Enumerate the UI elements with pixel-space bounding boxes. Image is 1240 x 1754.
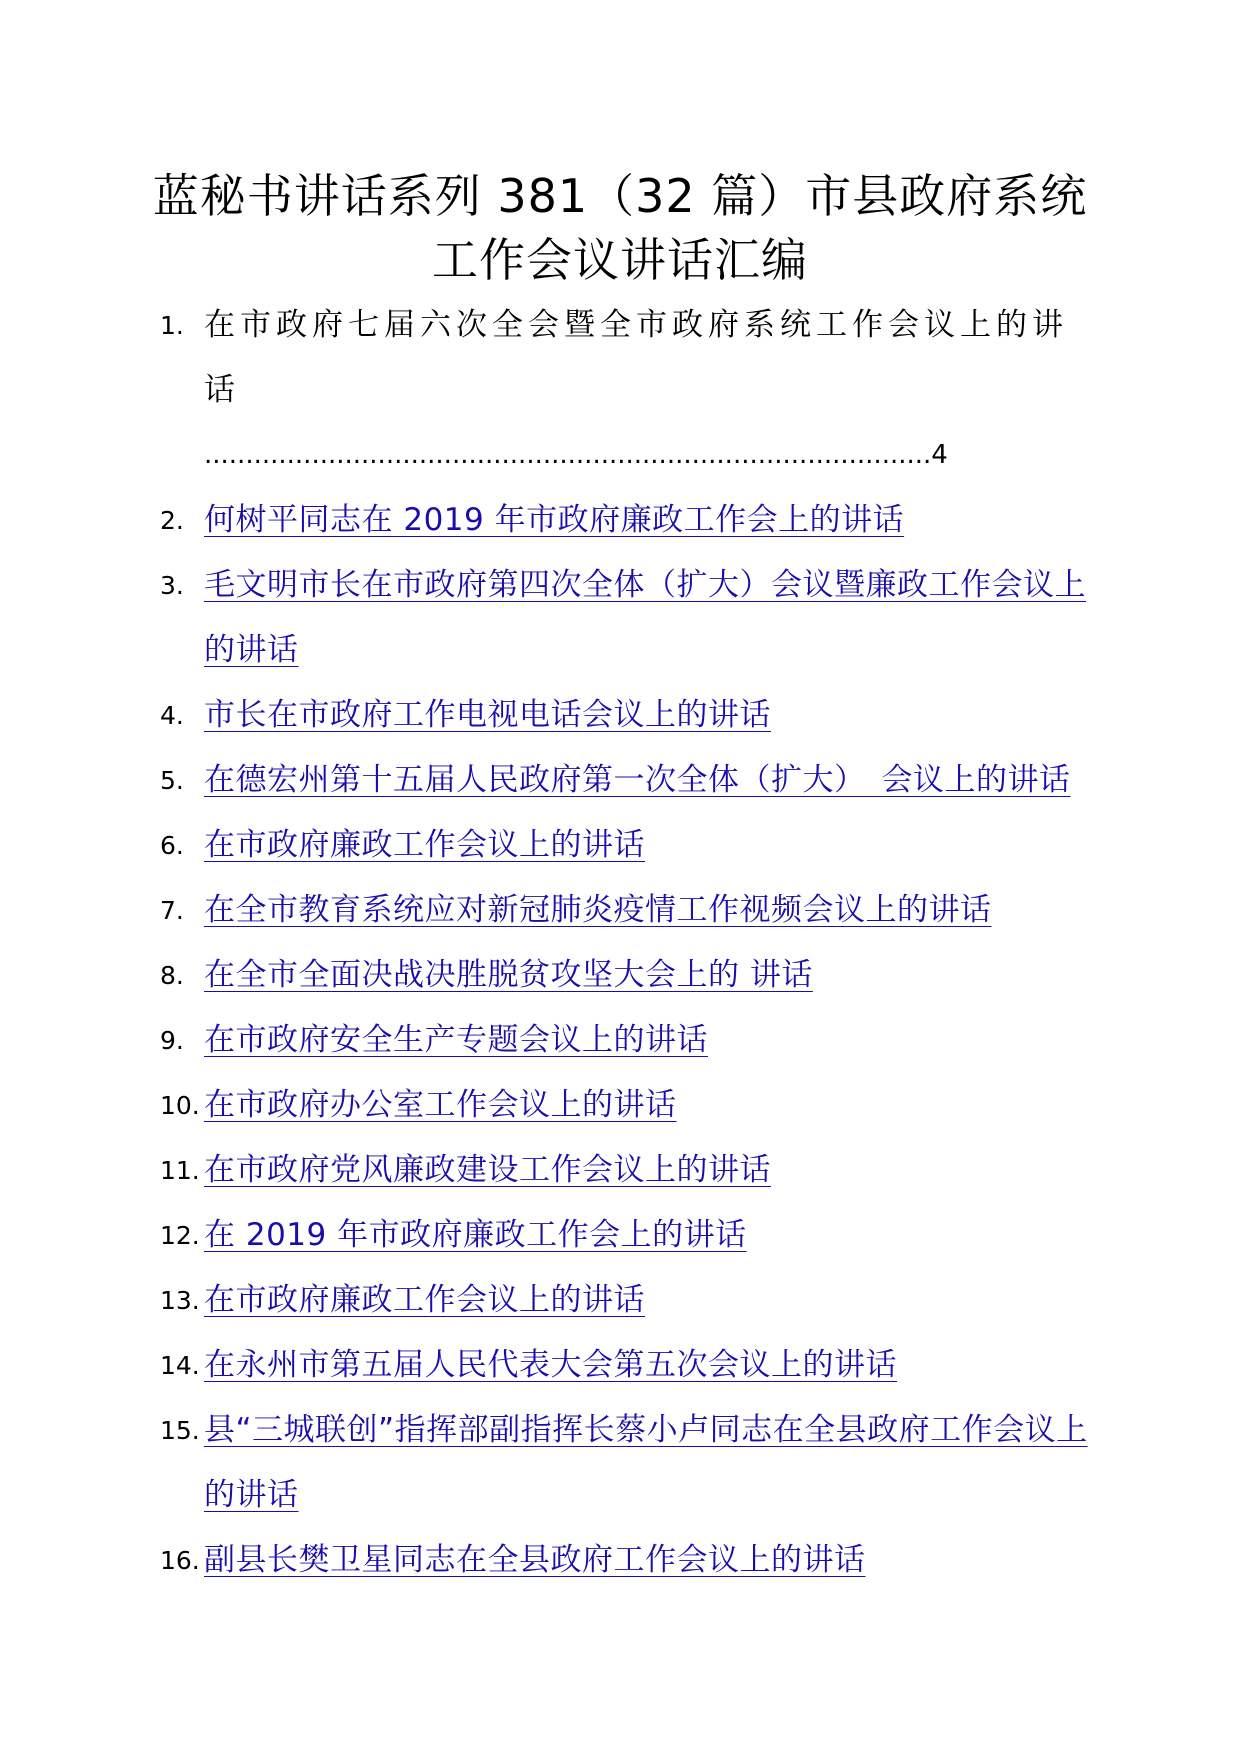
toc-item — [160, 683, 1100, 748]
toc-item-number: 13. — [160, 1286, 200, 1315]
toc-link[interactable]: 何树平同志在 2019 年市政府廉政工作会上的讲话 — [204, 502, 905, 538]
toc-item-number: 16. — [160, 1546, 200, 1575]
toc-link[interactable]: 在全市教育系统应对新冠肺炎疫情工作视频会议上的讲话 — [204, 892, 992, 928]
toc-item — [160, 1268, 1100, 1333]
toc-item — [160, 1528, 1100, 1593]
toc-item — [160, 553, 1100, 683]
toc-item-number: 9. — [160, 1026, 184, 1055]
toc-link[interactable]: 在市政府廉政工作会议上的讲话 — [204, 1282, 645, 1318]
toc-item — [160, 748, 1100, 813]
toc-item-number: 8. — [160, 961, 184, 990]
toc-link[interactable]: 县“三城联创”指挥部副指挥长蔡小卢同志在全县政府工作会议上的讲话 — [204, 1412, 1088, 1513]
toc-item-number: 4. — [160, 701, 184, 730]
toc-item-number: 10. — [160, 1091, 200, 1120]
toc-item — [160, 878, 1100, 943]
toc-link[interactable]: 在全市全面决战决胜脱贫攻坚大会上的 讲话 — [204, 957, 813, 993]
toc-link[interactable]: 在市政府办公室工作会议上的讲话 — [204, 1087, 677, 1123]
toc-item — [160, 1073, 1100, 1138]
toc-item — [160, 1333, 1100, 1398]
toc-item — [160, 488, 1100, 553]
toc-link[interactable]: 在永州市第五届人民代表大会第五次会议上的讲话 — [204, 1347, 897, 1383]
toc-item-number: 5. — [160, 766, 184, 795]
toc-link[interactable]: 市长在市政府工作电视电话会议上的讲话 — [204, 697, 771, 733]
toc-item-number: 3. — [160, 571, 184, 600]
toc-item-text: 在市政府七届六次全会暨全市政府系统工作会议上的讲话 — [204, 307, 1068, 408]
toc-item-number: 11. — [160, 1156, 200, 1185]
toc-leader-dots-page: ........................................................................................4 — [204, 440, 948, 470]
toc-item — [160, 1398, 1100, 1528]
toc-link[interactable]: 在市政府党风廉政建设工作会议上的讲话 — [204, 1152, 771, 1188]
table-of-contents — [160, 293, 1100, 1593]
toc-item — [160, 1203, 1100, 1268]
toc-item — [160, 1008, 1100, 1073]
toc-item-number: 15. — [160, 1416, 200, 1445]
toc-item-number: 7. — [160, 896, 184, 925]
toc-link[interactable]: 在德宏州第十五届人民政府第一次全体（扩大） 会议上的讲话 — [204, 762, 1071, 798]
toc-item — [160, 1138, 1100, 1203]
toc-item — [160, 813, 1100, 878]
toc-item-number: 2. — [160, 506, 184, 535]
document-title-line1: 蓝秘书讲话系列 381（32 篇）市县政府系统 — [152, 169, 1088, 223]
toc-link[interactable]: 在市政府廉政工作会议上的讲话 — [204, 827, 645, 863]
toc-link[interactable]: 在 2019 年市政府廉政工作会上的讲话 — [204, 1217, 747, 1253]
toc-link[interactable]: 副县长樊卫星同志在全县政府工作会议上的讲话 — [204, 1542, 866, 1578]
toc-item-number: 14. — [160, 1351, 200, 1380]
toc-item — [160, 943, 1100, 1008]
toc-item — [160, 293, 1100, 488]
toc-link[interactable]: 在市政府安全生产专题会议上的讲话 — [204, 1022, 708, 1058]
toc-link[interactable]: 毛文明市长在市政府第四次全体（扩大）会议暨廉政工作会议上的讲话 — [204, 567, 1086, 668]
document-title-line2: 工作会议讲话汇编 — [432, 233, 808, 287]
toc-item-number: 6. — [160, 831, 184, 860]
toc-item-number: 12. — [160, 1221, 200, 1250]
toc-item-number: 1. — [160, 311, 184, 340]
